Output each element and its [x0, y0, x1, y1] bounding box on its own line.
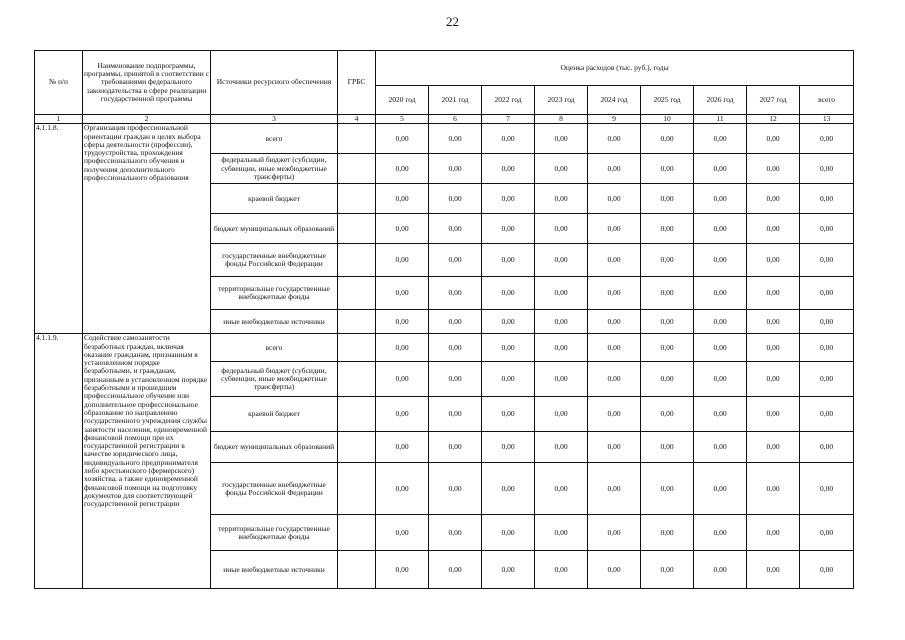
- year-value: 0,00: [588, 397, 641, 432]
- year-value: 0,00: [641, 397, 694, 432]
- total-value: 0,00: [800, 432, 854, 463]
- year-value: 0,00: [429, 334, 482, 362]
- year-value: 0,00: [747, 214, 800, 244]
- grbs-cell: [338, 334, 376, 362]
- year-value: 0,00: [641, 244, 694, 277]
- table-row: [35, 124, 854, 154]
- year-value: 0,00: [641, 551, 694, 589]
- total-value: 0,00: [800, 397, 854, 432]
- funding-source: бюджет муниципальных образований: [211, 214, 338, 244]
- column-number: 3: [211, 115, 338, 124]
- year-value: 0,00: [641, 124, 694, 154]
- year-value: 0,00: [429, 154, 482, 184]
- grbs-cell: [338, 515, 376, 551]
- year-value: 0,00: [694, 154, 747, 184]
- year-value: 0,00: [482, 154, 535, 184]
- year-value: 0,00: [588, 214, 641, 244]
- year-value: 0,00: [747, 334, 800, 362]
- total-value: 0,00: [800, 184, 854, 214]
- funding-source: бюджет муниципальных образований: [211, 432, 338, 463]
- year-value: 0,00: [482, 551, 535, 589]
- year-value: 0,00: [429, 551, 482, 589]
- year-value: 0,00: [694, 432, 747, 463]
- year-value: 0,00: [482, 244, 535, 277]
- item-code: 4.1.1.8.: [35, 124, 83, 334]
- header-year-2027: 2027 год: [747, 86, 800, 115]
- year-value: 0,00: [641, 310, 694, 334]
- year-value: 0,00: [641, 362, 694, 397]
- year-value: 0,00: [376, 362, 429, 397]
- year-value: 0,00: [694, 124, 747, 154]
- item-code: 4.1.1.9.: [35, 334, 83, 589]
- funding-source: федеральный бюджет (субсидии, субвенции, иные межбюджетные трансферты): [211, 362, 338, 397]
- header-year-2022: 2022 год: [482, 86, 535, 115]
- header-sources: Источники ресурсного обеспечения: [211, 51, 338, 115]
- funding-source: государственные внебюджетные фонды Российской Федерации: [211, 244, 338, 277]
- funding-source: иные внебюджетные источники: [211, 551, 338, 589]
- year-value: 0,00: [429, 362, 482, 397]
- year-value: 0,00: [641, 277, 694, 310]
- year-value: 0,00: [694, 551, 747, 589]
- grbs-cell: [338, 277, 376, 310]
- year-value: 0,00: [747, 277, 800, 310]
- column-number: 9: [588, 115, 641, 124]
- grbs-cell: [338, 244, 376, 277]
- header-total: всего: [800, 86, 854, 115]
- column-number: 8: [535, 115, 588, 124]
- year-value: 0,00: [429, 515, 482, 551]
- table-body: [35, 124, 854, 589]
- year-value: 0,00: [535, 397, 588, 432]
- year-value: 0,00: [482, 397, 535, 432]
- funding-source: федеральный бюджет (субсидии, субвенции, иные межбюджетные трансферты): [211, 154, 338, 184]
- funding-source: краевой бюджет: [211, 397, 338, 432]
- year-value: 0,00: [747, 362, 800, 397]
- year-value: 0,00: [694, 277, 747, 310]
- header-grbs: ГРБС: [338, 51, 376, 115]
- year-value: 0,00: [535, 184, 588, 214]
- total-value: 0,00: [800, 244, 854, 277]
- header-year-2023: 2023 год: [535, 86, 588, 115]
- year-value: 0,00: [429, 463, 482, 515]
- year-value: 0,00: [588, 515, 641, 551]
- header-year-2021: 2021 год: [429, 86, 482, 115]
- total-value: 0,00: [800, 154, 854, 184]
- year-value: 0,00: [588, 334, 641, 362]
- year-value: 0,00: [376, 154, 429, 184]
- year-value: 0,00: [588, 277, 641, 310]
- year-value: 0,00: [535, 551, 588, 589]
- year-value: 0,00: [376, 277, 429, 310]
- column-number: 13: [800, 115, 854, 124]
- year-value: 0,00: [641, 515, 694, 551]
- header-estimate: Оценка расходов (тыс. руб.), годы: [376, 51, 854, 86]
- year-value: 0,00: [694, 362, 747, 397]
- column-number: 2: [83, 115, 211, 124]
- year-value: 0,00: [376, 214, 429, 244]
- year-value: 0,00: [376, 184, 429, 214]
- year-value: 0,00: [535, 463, 588, 515]
- year-value: 0,00: [376, 244, 429, 277]
- grbs-cell: [338, 214, 376, 244]
- year-value: 0,00: [588, 184, 641, 214]
- total-value: 0,00: [800, 310, 854, 334]
- header-year-2025: 2025 год: [641, 86, 694, 115]
- total-value: 0,00: [800, 334, 854, 362]
- year-value: 0,00: [482, 310, 535, 334]
- year-value: 0,00: [535, 515, 588, 551]
- year-value: 0,00: [694, 463, 747, 515]
- grbs-cell: [338, 432, 376, 463]
- year-value: 0,00: [429, 124, 482, 154]
- year-value: 0,00: [641, 184, 694, 214]
- year-value: 0,00: [482, 432, 535, 463]
- year-value: 0,00: [535, 154, 588, 184]
- year-value: 0,00: [747, 184, 800, 214]
- year-value: 0,00: [588, 124, 641, 154]
- year-value: 0,00: [747, 244, 800, 277]
- column-number: 4: [338, 115, 376, 124]
- year-value: 0,00: [747, 397, 800, 432]
- year-value: 0,00: [535, 244, 588, 277]
- year-value: 0,00: [747, 154, 800, 184]
- year-value: 0,00: [376, 397, 429, 432]
- grbs-cell: [338, 124, 376, 154]
- grbs-cell: [338, 310, 376, 334]
- grbs-cell: [338, 551, 376, 589]
- funding-source: государственные внебюджетные фонды Российской Федерации: [211, 463, 338, 515]
- year-value: 0,00: [694, 334, 747, 362]
- grbs-cell: [338, 362, 376, 397]
- year-value: 0,00: [747, 515, 800, 551]
- column-number: 11: [694, 115, 747, 124]
- year-value: 0,00: [694, 184, 747, 214]
- year-value: 0,00: [535, 334, 588, 362]
- year-value: 0,00: [641, 154, 694, 184]
- year-value: 0,00: [376, 432, 429, 463]
- total-value: 0,00: [800, 463, 854, 515]
- year-value: 0,00: [376, 463, 429, 515]
- year-value: 0,00: [376, 515, 429, 551]
- column-number: 7: [482, 115, 535, 124]
- item-name: Содействие самозанятости безработных граждан, включая оказание гражданам, признанным в установленном порядке безработными, и гражданам, признанным в установленном порядке безработными и прошедшим профессиональное обучение или дополнительное профессиональное образование по направлению государственного учреждения службы занятости населения, единовременной финансовой помощи при их государственной регистрации в качестве юридического лица, индивидуального предпринимателя либо крестьянского (фермерского) хозяйства, а также единовременной финансовой помощи на подготовку документов для соответствующей государственной регистрации: [83, 334, 211, 589]
- year-value: 0,00: [429, 277, 482, 310]
- year-value: 0,00: [429, 244, 482, 277]
- year-value: 0,00: [588, 432, 641, 463]
- grbs-cell: [338, 154, 376, 184]
- column-number: 10: [641, 115, 694, 124]
- year-value: 0,00: [588, 551, 641, 589]
- table-row: [35, 334, 854, 362]
- funding-source: территориальные государственные внебюджетные фонды: [211, 515, 338, 551]
- year-value: 0,00: [535, 432, 588, 463]
- total-value: 0,00: [800, 214, 854, 244]
- budget-table: [34, 50, 854, 589]
- header-year-2024: 2024 год: [588, 86, 641, 115]
- year-value: 0,00: [588, 310, 641, 334]
- year-value: 0,00: [376, 310, 429, 334]
- year-value: 0,00: [747, 310, 800, 334]
- year-value: 0,00: [588, 463, 641, 515]
- total-value: 0,00: [800, 124, 854, 154]
- year-value: 0,00: [482, 214, 535, 244]
- funding-source: краевой бюджет: [211, 184, 338, 214]
- funding-source: всего: [211, 334, 338, 362]
- year-value: 0,00: [482, 334, 535, 362]
- column-number: 5: [376, 115, 429, 124]
- total-value: 0,00: [800, 277, 854, 310]
- total-value: 0,00: [800, 515, 854, 551]
- year-value: 0,00: [535, 124, 588, 154]
- year-value: 0,00: [535, 362, 588, 397]
- funding-source: территориальные государственные внебюджетные фонды: [211, 277, 338, 310]
- year-value: 0,00: [429, 214, 482, 244]
- grbs-cell: [338, 463, 376, 515]
- year-value: 0,00: [588, 244, 641, 277]
- year-value: 0,00: [694, 214, 747, 244]
- year-value: 0,00: [747, 463, 800, 515]
- year-value: 0,00: [535, 277, 588, 310]
- year-value: 0,00: [482, 362, 535, 397]
- grbs-cell: [338, 397, 376, 432]
- item-name: Организация профессиональной ориентации граждан в целях выбора сферы деятельности (профессии), трудоустройства, прохождения профессионального обучения и получения дополнительного профессионального образования: [83, 124, 211, 334]
- year-value: 0,00: [482, 515, 535, 551]
- year-value: 0,00: [376, 334, 429, 362]
- year-value: 0,00: [747, 551, 800, 589]
- year-value: 0,00: [641, 334, 694, 362]
- year-value: 0,00: [535, 214, 588, 244]
- funding-source: всего: [211, 124, 338, 154]
- column-number: 1: [35, 115, 83, 124]
- column-number: 6: [429, 115, 482, 124]
- year-value: 0,00: [694, 310, 747, 334]
- year-value: 0,00: [482, 463, 535, 515]
- year-value: 0,00: [588, 362, 641, 397]
- grbs-cell: [338, 184, 376, 214]
- year-value: 0,00: [641, 214, 694, 244]
- year-value: 0,00: [747, 124, 800, 154]
- column-numbers-row: [35, 115, 854, 124]
- year-value: 0,00: [694, 244, 747, 277]
- header-name: Наименование подпрограммы, программы, принятой в соответствии с требованиями федерального законодательства в сфере реализации государственной программы: [83, 51, 211, 115]
- header-year-2020: 2020 год: [376, 86, 429, 115]
- page-number: 22: [446, 14, 459, 29]
- funding-source: иные внебюджетные источники: [211, 310, 338, 334]
- total-value: 0,00: [800, 551, 854, 589]
- year-value: 0,00: [747, 432, 800, 463]
- year-value: 0,00: [429, 184, 482, 214]
- year-value: 0,00: [641, 432, 694, 463]
- header-no: № п/п: [35, 51, 83, 115]
- year-value: 0,00: [429, 397, 482, 432]
- year-value: 0,00: [482, 124, 535, 154]
- year-value: 0,00: [482, 277, 535, 310]
- year-value: 0,00: [429, 310, 482, 334]
- year-value: 0,00: [482, 184, 535, 214]
- header-year-2026: 2026 год: [694, 86, 747, 115]
- year-value: 0,00: [588, 154, 641, 184]
- year-value: 0,00: [376, 551, 429, 589]
- year-value: 0,00: [429, 432, 482, 463]
- year-value: 0,00: [376, 124, 429, 154]
- year-value: 0,00: [694, 515, 747, 551]
- year-value: 0,00: [694, 397, 747, 432]
- year-value: 0,00: [535, 310, 588, 334]
- total-value: 0,00: [800, 362, 854, 397]
- column-number: 12: [747, 115, 800, 124]
- year-value: 0,00: [641, 463, 694, 515]
